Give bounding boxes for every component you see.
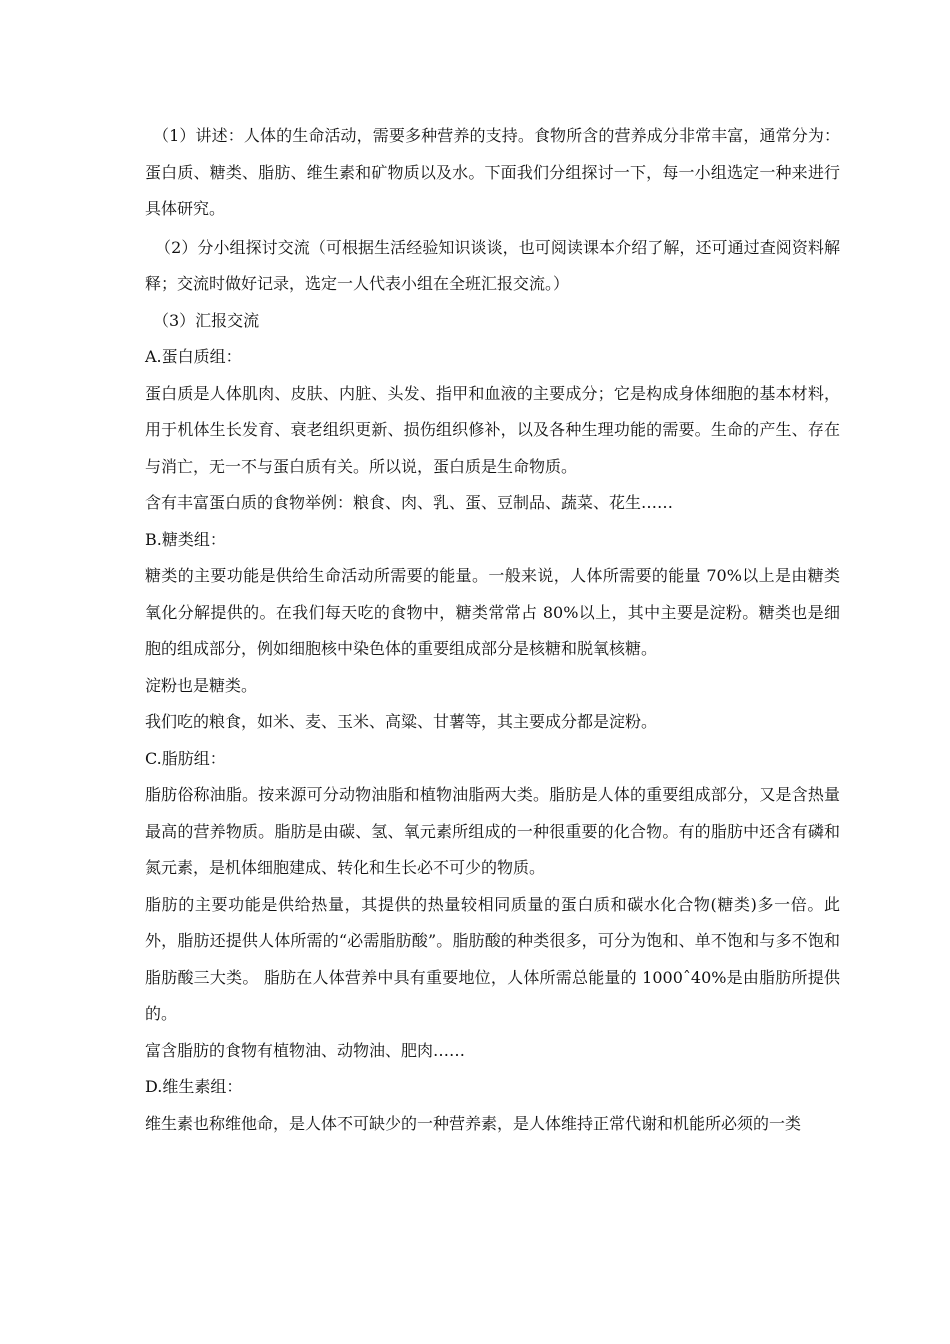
section-heading-carbohydrate: B.糖类组： [145,529,226,549]
paragraph-fat-function: 脂肪的主要功能是供给热量，其提供的热量较相同质量的蛋白质和碳水化合物(糖类)多一倍。此外，脂肪还提供人体所需的“必需脂肪酸”。脂肪酸的种类很多，可分为饱和、单不饱和与多不饱和脂肪酸三大类。 脂肪在人体营养中具有重要地位，人体所需总能量的 1000ˆ40%是由脂肪所提供的。 [145,894,840,1023]
section-heading-fat: C.脂肪组： [145,748,226,768]
paragraph-vitamin-description: 维生素也称维他命，是人体不可缺少的一种营养素，是人体维持正常代谢和机能所必须的一类 [145,1113,802,1133]
paragraph-protein-foods: 含有丰富蛋白质的食物举例：粮食、肉、乳、蛋、豆制品、蔬菜、花生…… [145,493,674,512]
section-heading-vitamin: D.维生素组： [145,1077,243,1096]
section-heading-protein: A.蛋白质组： [145,347,242,366]
paragraph-starch: 淀粉也是糖类。 [145,675,258,695]
paragraph-lecture: （1）讲述：人体的生命活动，需要多种营养的支持。食物所含的营养成分非常丰富，通常分为：蛋白质、糖类、脂肪、维生素和矿物质以及水。下面我们分组探讨一下，每一小组选定一种来进行具体研究。 [145,126,840,218]
paragraph-fat-description: 脂肪俗称油脂。按来源可分动物油脂和植物油脂两大类。脂肪是人体的重要组成部分，又是含热量最高的营养物质。脂肪是由碳、氢、氧元素所组成的一种很重要的化合物。有的脂肪中还含有磷和氮元素，是机体细胞建成、转化和生长必不可少的物质。 [145,785,840,877]
paragraph-grain-foods: 我们吃的粮食，如米、麦、玉米、高粱、甘薯等，其主要成分都是淀粉。 [145,712,658,731]
paragraph-fat-foods: 富含脂肪的食物有植物油、动物油、肥肉…… [145,1040,466,1060]
paragraph-group-discussion: （2）分小组探讨交流（可根据生活经验知识谈谈，也可阅读课本介绍了解，还可通过查阅资料解释；交流时做好记录，选定一人代表小组在全班汇报交流。） [145,237,840,293]
paragraph-protein-description: 蛋白质是人体肌肉、皮肤、内脏、头发、指甲和血液的主要成分；它是构成身体细胞的基本材料，用于机体生长发育、衰老组织更新、损伤组织修补，以及各种生理功能的需要。生命的产生、存在与消亡，无一不与蛋白质有关。所以说，蛋白质是生命物质。 [145,383,840,476]
document-body [145,118,840,1142]
paragraph-report-heading: （3）汇报交流 [153,310,260,330]
paragraph-carbohydrate-description: 糖类的主要功能是供给生命活动所需要的能量。一般来说，人体所需要的能量 70%以上是由糖类氧化分解提供的。在我们每天吃的食物中，糖类常常占 80%以上，其中主要是淀粉。糖类也是细胞的组成部分，例如细胞核中染色体的重要组成部分是核糖和脱氧核糖。 [145,566,840,658]
